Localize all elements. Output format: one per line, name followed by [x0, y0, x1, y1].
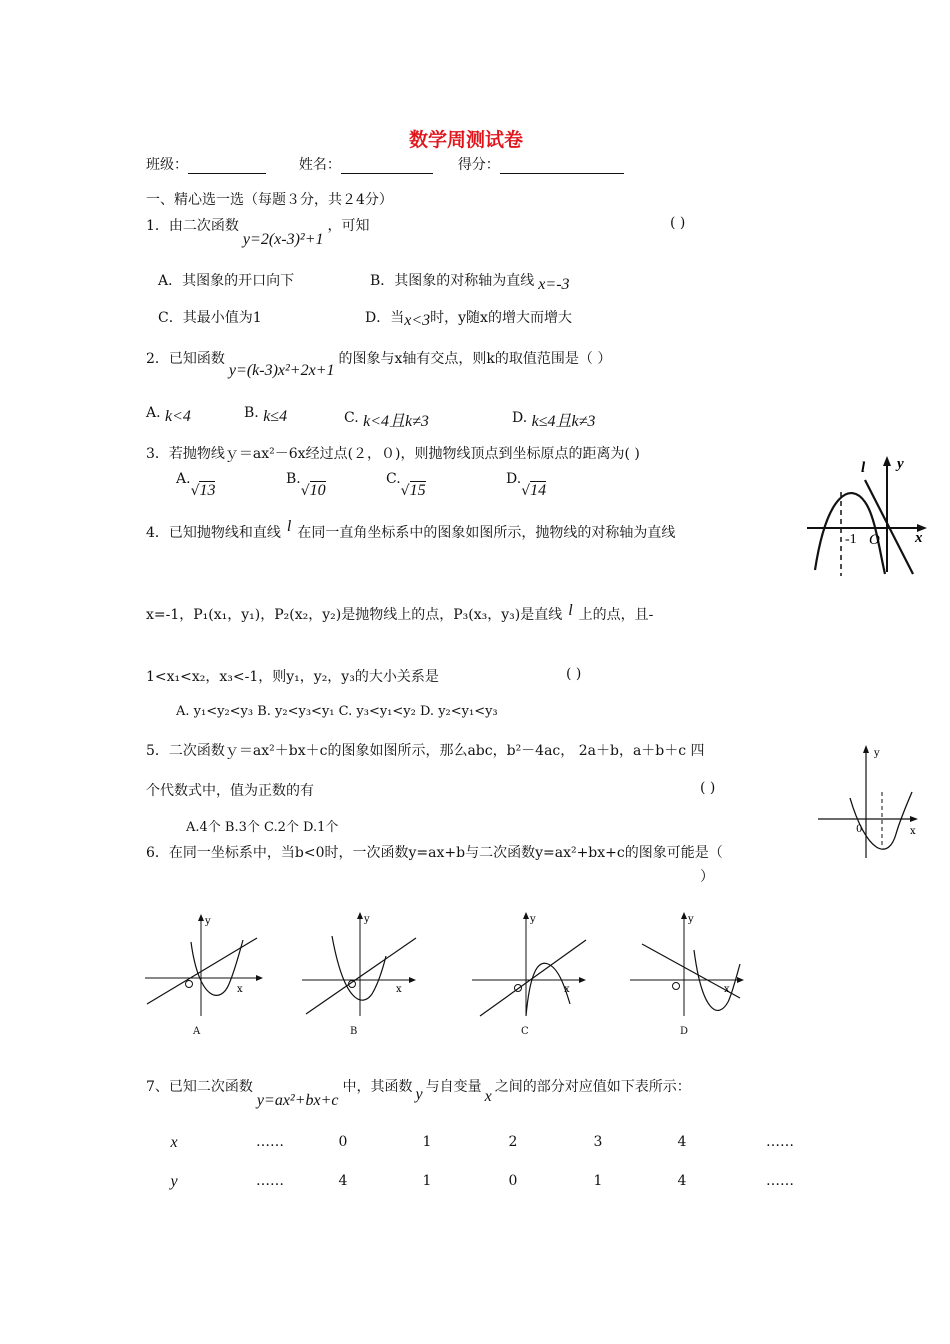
- table-cell: 4: [338, 1173, 348, 1189]
- svg-text:x: x: [564, 984, 570, 995]
- q4-origin-label: O: [869, 532, 880, 548]
- q2-option-a: A. k<4: [146, 405, 191, 425]
- score-blank[interactable]: [500, 159, 624, 174]
- q3-option-b: B.√10: [286, 471, 326, 499]
- q6-label-a: A: [193, 1026, 201, 1037]
- svg-text:x: x: [724, 984, 730, 995]
- q2-option-d: D. k≤4且k≠3: [512, 410, 596, 430]
- q5-line2: 个代数式中，值为正数的有: [146, 783, 314, 799]
- q3-stem: 3．若抛物线ｙ＝ax²－6x经过点(２，０)，则抛物线顶点到坐标原点的距离为( ): [146, 446, 640, 462]
- table-cell: 4: [677, 1173, 687, 1189]
- q4-y-label: y: [897, 456, 904, 472]
- table-cell: 0: [338, 1134, 348, 1150]
- q6-graph-b[interactable]: [300, 912, 425, 1024]
- q6-graph-a[interactable]: [143, 912, 268, 1024]
- q4-x-label: x: [915, 530, 923, 546]
- q5-answer-paren[interactable]: ( ): [700, 780, 716, 796]
- q6-line2[interactable]: ）: [700, 869, 714, 885]
- q3-option-a: A.√13: [176, 471, 216, 499]
- q7-stem: 7、已知二次函数y=ax²+bx+c中，其函数 y 与自变量x之间的部分对应值如下表所示：: [146, 1079, 691, 1109]
- svg-text:y: y: [205, 916, 211, 927]
- q4-minus1-label: -1: [845, 532, 857, 547]
- score-label: 得分：: [457, 157, 500, 173]
- section-heading: 一、精心选一选（每题３分，共２4分）: [146, 192, 393, 208]
- q4-line3: 1<x₁<x₂，x₃<-1，则y₁，y₂，y₃的大小关系是: [146, 669, 439, 685]
- header-row: [146, 154, 624, 174]
- q6-graph-c[interactable]: [470, 912, 595, 1024]
- q3-option-c: C.√15: [386, 471, 426, 499]
- q4-figure: [805, 452, 935, 580]
- q4-line2: x=-1，P₁(x₁，y₁)，P₂(x₂，y₂)是抛物线上的点，P₃(x₃，y₃)是直线 l 上的点，且-: [146, 602, 654, 623]
- q5-options: A.4个 B.3个 C.2个 D.1个: [186, 820, 339, 835]
- table-cell: 0: [508, 1173, 518, 1189]
- q2-stem: 2．已知函数y=(k-3)x²+2x+1的图象与x轴有交点，则k的取值范围是（ ）: [146, 351, 612, 379]
- svg-text:y: y: [364, 914, 370, 925]
- q7-formula: y=ax²+bx+c: [256, 1092, 339, 1109]
- svg-text:x: x: [396, 984, 402, 995]
- svg-text:y: y: [530, 914, 536, 925]
- name-label: 姓名：: [298, 157, 341, 173]
- q2-option-b: B. k≤4: [244, 405, 288, 425]
- q6-label-c: C: [521, 1026, 529, 1037]
- table-cell: y: [170, 1173, 178, 1190]
- table-cell: x: [170, 1134, 178, 1151]
- q6-label-d: D: [680, 1026, 689, 1037]
- q1-option-d: D．当x<3时，y随x的增大而增大: [365, 310, 572, 329]
- q5-figure: [818, 742, 928, 862]
- q1-option-c: C．其最小值为1: [158, 310, 262, 326]
- table-cell: ……: [766, 1173, 794, 1189]
- q1-formula: y=2(x-3)²+1: [242, 231, 324, 248]
- q6-line1: 6．在同一坐标系中，当b<0时，一次函数y=ax+b与二次函数y=ax²+bx+c的图象可能是（: [146, 845, 723, 861]
- table-cell: 4: [677, 1134, 687, 1150]
- q4-answer-paren[interactable]: ( ): [566, 666, 582, 682]
- name-blank[interactable]: [341, 159, 433, 174]
- table-cell: ……: [256, 1173, 284, 1189]
- class-blank[interactable]: [188, 159, 266, 174]
- q4-line1: 4．已知抛物线和直线 l 在同一直角坐标系中的图象如图所示，抛物线的对称轴为直线: [146, 518, 676, 541]
- table-cell: 1: [422, 1173, 432, 1189]
- table-cell: ……: [766, 1134, 794, 1150]
- table-cell: 2: [508, 1134, 518, 1150]
- q3-option-d: D.√14: [506, 471, 547, 499]
- q1-stem: 1．由二次函数y=2(x-3)²+1，可知: [146, 218, 370, 248]
- q5-x-label: x: [910, 826, 916, 837]
- table-cell: ……: [256, 1134, 284, 1150]
- q5-origin-label: 0: [856, 824, 863, 835]
- q1-answer-paren[interactable]: ( ): [670, 215, 686, 231]
- q5-y-label: y: [874, 748, 880, 759]
- q2-formula: y=(k-3)x²+2x+1: [228, 362, 335, 379]
- q4-options: A. y₁<y₂<y₃ B. y₂<y₃<y₁ C. y₃<y₁<y₂ D. y₂<y₁<y₃: [176, 704, 498, 719]
- table-cell: 1: [422, 1134, 432, 1150]
- q2-option-c: C. k<4且k≠3: [344, 410, 429, 430]
- class-label: 班级：: [146, 157, 188, 173]
- q5-parabola: [850, 792, 912, 849]
- table-cell: 1: [593, 1173, 603, 1189]
- q1-option-b: B．其图象的对称轴为直线 x=-3: [370, 273, 570, 293]
- svg-text:x: x: [237, 984, 243, 995]
- q6-label-b: B: [350, 1026, 358, 1037]
- q4-l-label: l: [861, 460, 866, 476]
- q1-option-a: A．其图象的开口向下: [158, 273, 295, 289]
- table-cell: 3: [593, 1134, 603, 1150]
- page-title: 数学周测试卷: [409, 129, 524, 151]
- svg-text:y: y: [688, 914, 694, 925]
- q6-graph-d[interactable]: [628, 912, 753, 1024]
- q5-line1: 5．二次函数ｙ＝ax²＋bx＋c的图象如图所示，那么abc，b²－4ac， 2a＋b，a＋b＋c 四: [146, 743, 705, 759]
